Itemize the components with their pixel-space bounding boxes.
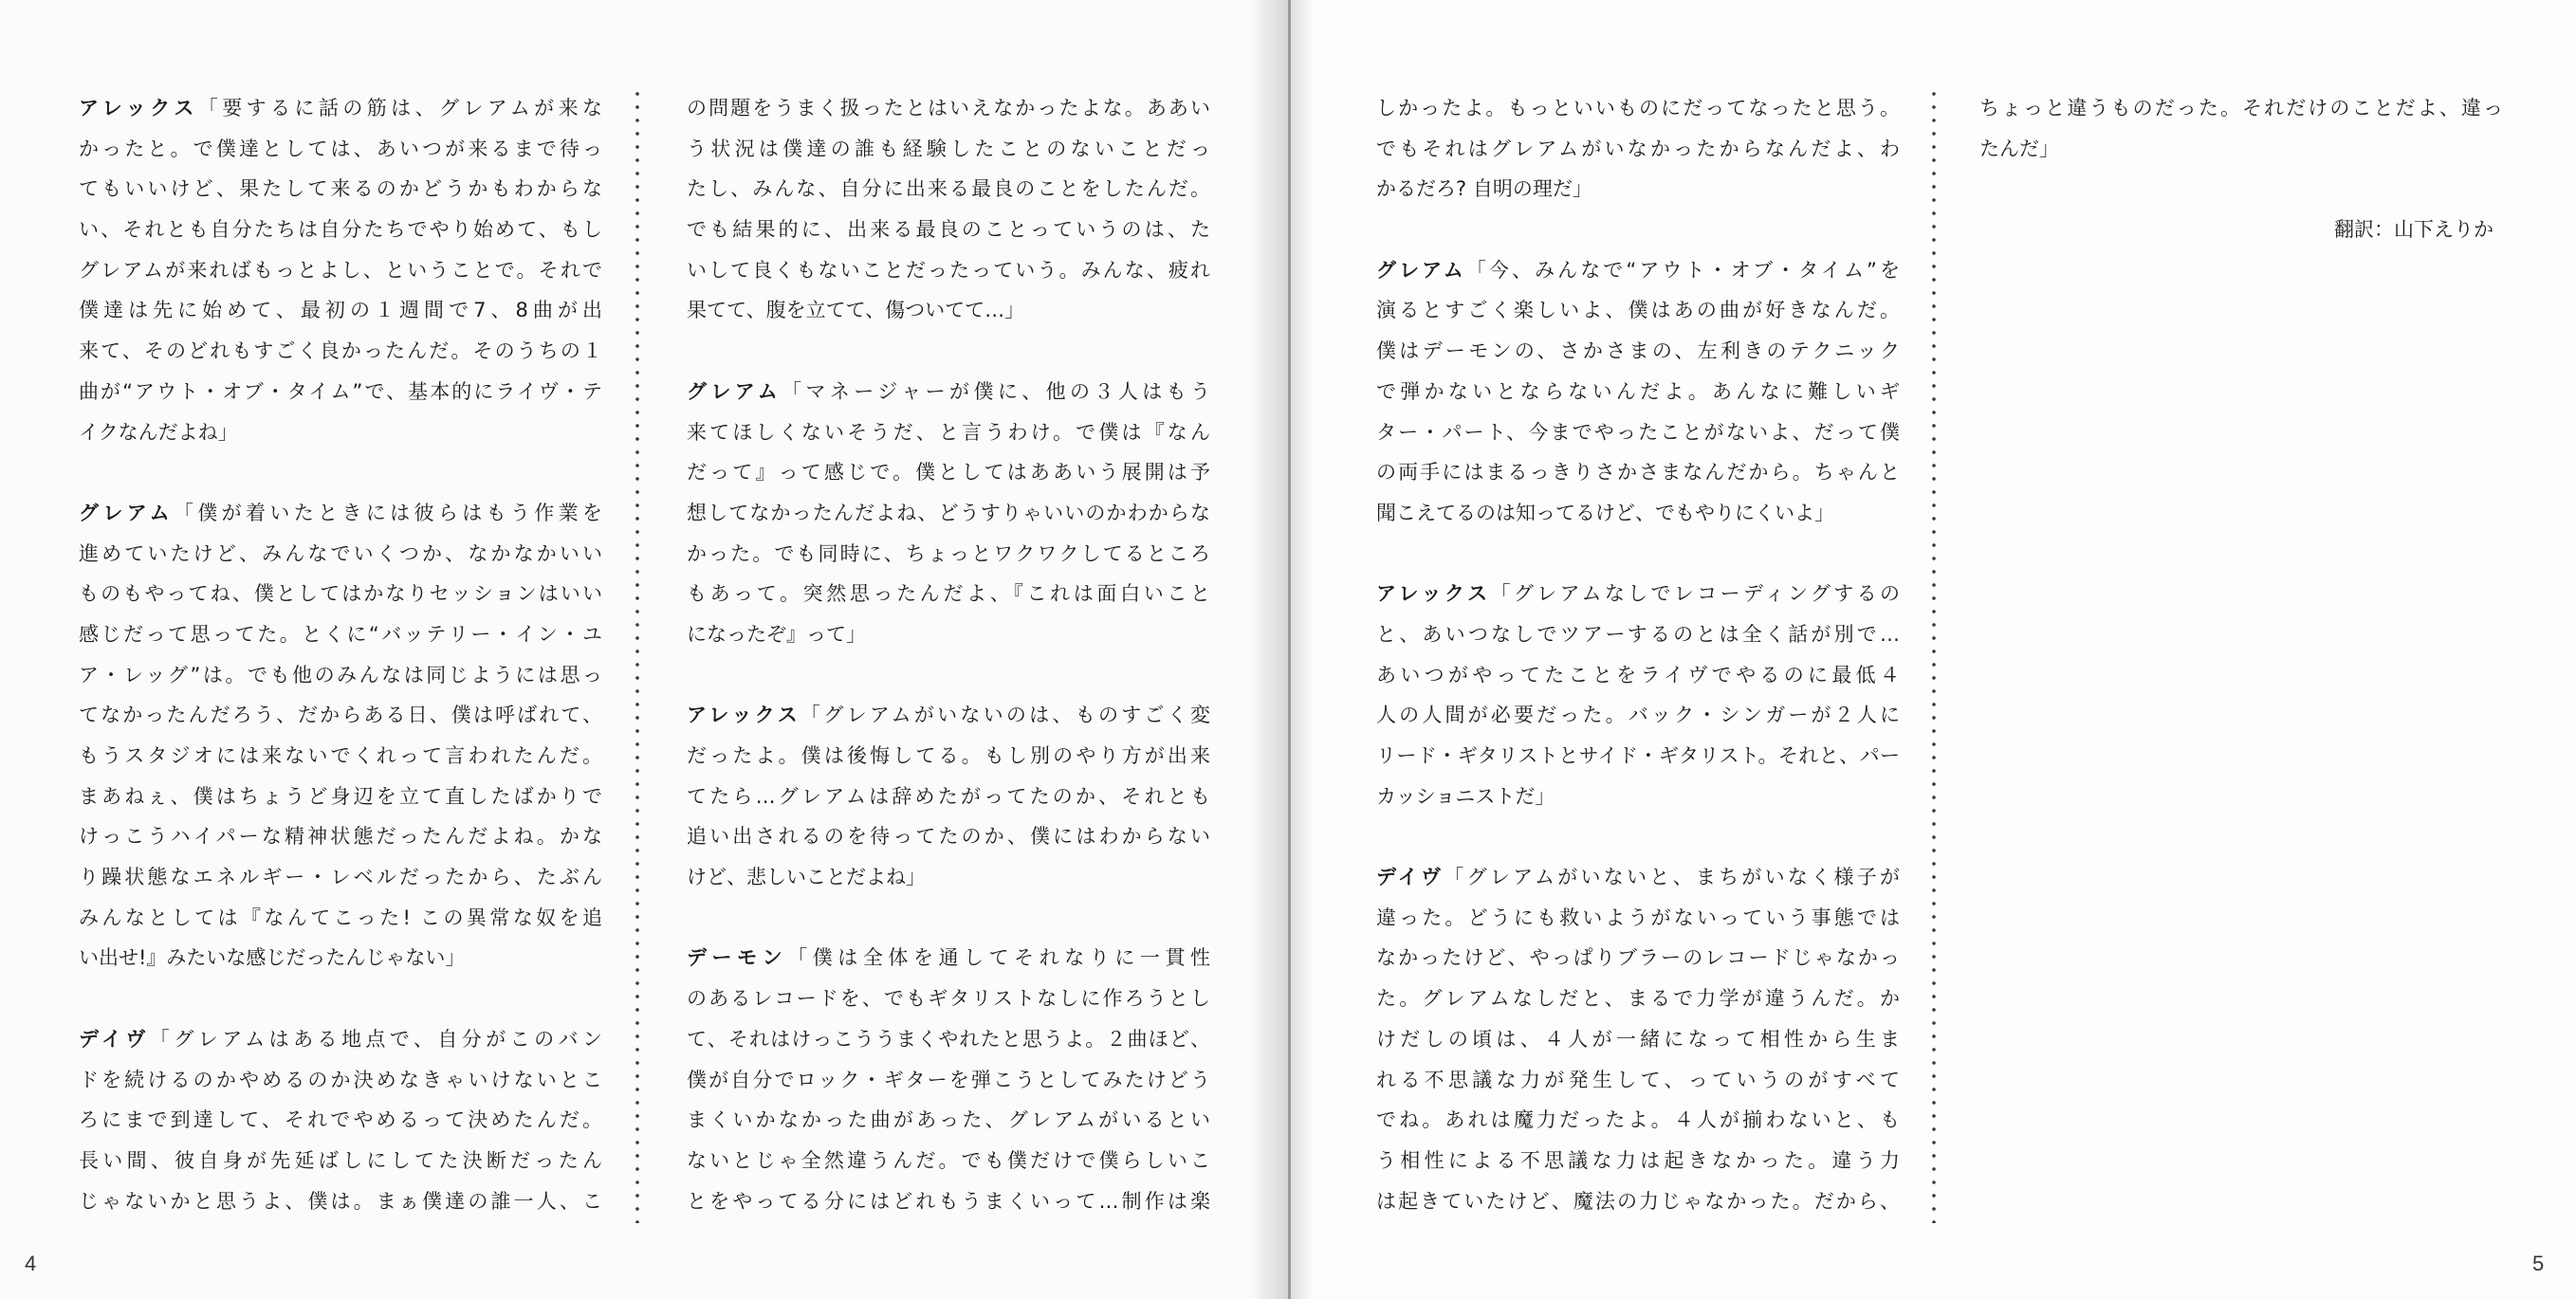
page-fold-shadow [1250, 0, 1290, 1299]
text-line: 来てほしくないそうだ、と言うわけ。で僕は『なん [687, 420, 1210, 444]
text-line: い、それとも自分たちは自分たちでやり始めて、もし [79, 218, 602, 242]
line-text: 「マネージャーが僕に、他の３人はもう [782, 379, 1210, 403]
text-line: まくいかなかった曲があった、グレアムがいるとい [687, 1108, 1210, 1132]
text-line: 曲が“アウト・オブ・タイム”で、基本的にライヴ・テ [79, 379, 602, 403]
text-line: けだしの頃は、４人が一緒になって相性から生ま [1376, 1027, 1900, 1051]
text-line: カッショニストだ」 [1376, 784, 1555, 808]
text-line: たし、みんな、自分に出来る最良のことをしたんだ。 [687, 177, 1210, 201]
text-line: いして良くもないことだったっていう。みんな、疲れ [687, 258, 1210, 282]
text-line: てなかったんだろう、だからある日、僕は呼ばれて、 [79, 704, 602, 727]
text-line: だって』って感じで。僕としてはああいう展開は予 [687, 461, 1210, 485]
text-line: もうスタジオには来ないでくれって言われたんだ。 [79, 744, 602, 767]
speaker-name: グレアム [79, 501, 174, 524]
text-line: 来て、そのどれもすごく良かったんだ。そのうちの１ [79, 339, 602, 363]
text-line: ものもやってね、僕としてはかなりセッションはいい [79, 582, 602, 606]
speaker-name: グレアム [687, 379, 782, 403]
column-divider [1931, 87, 1937, 1223]
text-line: しかったよ。もっといいものにだってなったと思う。 [1376, 97, 1900, 119]
text-line: は起きていたけど、魔法の力じゃなかった。だから、 [1376, 1189, 1900, 1213]
text-line: かった。でも同時に、ちょっとワクワクしてるところ [687, 541, 1210, 565]
quote-paragraph [687, 695, 1210, 897]
text-line: グレアムが来ればもっとよし、ということで。それで [79, 258, 602, 282]
text-line [79, 1019, 602, 1060]
page-fold-shadow [1291, 0, 1314, 1299]
speaker-name: デイヴ [1376, 866, 1444, 889]
text-line: のあるレコードを、でもギタリストなしに作ろうとし [687, 987, 1210, 1011]
text-line: 想してなかったんだよね、どうすりゃいいのかわからな [687, 501, 1210, 524]
column-divider [635, 87, 640, 1223]
line-text: 「要するに話の筋は、グレアムが来な [197, 97, 602, 119]
page-number: 4 [25, 1252, 37, 1275]
line-text: 「グレアムがいないのは、ものすごく変 [800, 704, 1210, 727]
column-2 [687, 88, 1210, 1262]
column-3 [1376, 88, 1900, 1262]
text-line: 演るとすごく楽しいよ、僕はあの曲が好きなんだ。 [1376, 299, 1900, 322]
text-line: ア・レッグ”は。でも他のみんなは同じようには思っ [79, 663, 602, 686]
text-line: みんなとしては『なんてこった! この異常な奴を追 [79, 906, 602, 929]
text-line: イクなんだよね」 [79, 420, 238, 444]
text-line [79, 493, 602, 534]
text-line: なかったけど、やっぱりブラーのレコードじゃなかっ [1376, 946, 1900, 970]
column-1 [79, 88, 602, 1262]
quote-paragraph [687, 938, 1210, 1221]
text-line: かったと。で僕達としては、あいつが来るまで待っ [79, 137, 602, 160]
text-line: と、あいつなしでツアーするのとは全く話が別で… [1376, 622, 1900, 646]
text-line: まあねぇ、僕はちょうど身辺を立て直したばかりで [79, 784, 602, 808]
line-text: 「僕が着いたときには彼らはもう作業を [173, 501, 602, 524]
text-line: けど、悲しいことだよね」 [687, 866, 926, 889]
text-line: 長い間、彼自身が先延ばしにしてた決断だったん [79, 1148, 602, 1172]
line-text: 「グレアムなしでレコーディングするの [1490, 582, 1900, 606]
text-line: でもそれはグレアムがいなかったからなんだよ、わ [1376, 137, 1900, 160]
text-line [1376, 250, 1900, 291]
text-line [79, 88, 602, 129]
text-line: 人の人間が必要だった。バック・シンガーが２人に [1376, 704, 1900, 727]
text-line: 僕はデーモンの、さかさまの、左利きのテクニック [1376, 339, 1900, 363]
text-line: ないとじゃ全然違うんだ。でも僕だけで僕らしいこ [687, 1148, 1210, 1172]
text-line: の両手にはまるっきりさかさまなんだから。ちゃんと [1376, 461, 1900, 485]
text-line: てもいいけど、果たして来るのかどうかもわからな [79, 177, 602, 201]
text-line: の問題をうまく扱ったとはいえなかったよな。ああい [687, 97, 1210, 119]
text-line: でも結果的に、出来る最良のことっていうのは、た [687, 218, 1210, 242]
text-line: じゃないかと思うよ、僕は。まぁ僕達の誰一人、こ [79, 1189, 602, 1213]
text-line: 聞こえてるのは知ってるけど、でもやりにくいよ」 [1376, 501, 1834, 524]
speaker-name: アレックス [687, 704, 801, 727]
text-line: けっこうハイパーな精神状態だったんだよね。かな [79, 825, 602, 849]
speaker-name: アレックス [1376, 582, 1491, 606]
quote-paragraph [687, 88, 1210, 331]
text-line: い出せ!』みたいな感じだったんじゃない」 [79, 946, 466, 970]
text-line: あいつがやってたことをライヴでやるのに最低４ [1376, 663, 1900, 686]
text-line: だったよ。僕は後悔してる。もし別のやり方が出来 [687, 744, 1210, 767]
text-line [687, 695, 1210, 736]
line-text: 「グレアムがいないと、まちがいなく様子が [1444, 866, 1900, 889]
text-line [687, 938, 1210, 979]
text-line: リード・ギタリストとサイド・ギタリスト。それと、パー [1376, 744, 1900, 767]
text-line: 違った。どうにも救いようがないっていう事態では [1376, 906, 1900, 929]
speaker-name: デーモン [687, 946, 788, 970]
quote-paragraph [79, 493, 602, 979]
text-line [1376, 857, 1900, 898]
speaker-name: グレアム [1376, 258, 1466, 282]
line-text: 「僕は全体を通してそれなりに一貫性 [787, 946, 1210, 970]
quote-paragraph [1376, 574, 1900, 816]
page-number: 5 [2532, 1252, 2545, 1275]
speaker-name: デイヴ [79, 1027, 150, 1051]
text-line: ろにまで到達して、それでやめるって決めたんだ。 [79, 1108, 602, 1132]
line-text: 「グレアムはある地点で、自分がこのバン [149, 1027, 602, 1051]
text-line: れる不思議な力が発生して、っていうのがすべて [1376, 1068, 1900, 1091]
text-line: ドを続けるのかやめるのか決めなきゃいけないとこ [79, 1068, 602, 1091]
text-line [1376, 574, 1900, 614]
speaker-name: アレックス [79, 97, 198, 119]
text-line: て、それはけっこううまくやれたと思うよ。２曲ほど、 [687, 1027, 1210, 1051]
text-line: で弾かないとならないんだよ。あんなに難しいギ [1376, 379, 1900, 403]
quote-paragraph [1376, 857, 1900, 1221]
text-line: 果てて、腹を立てて、傷ついてて…」 [687, 299, 1025, 322]
text-line: かるだろ? 自明の理だ」 [1376, 177, 1592, 201]
text-line: ちょっと違うものだった。それだけのことだよ、違っ [1979, 97, 2503, 119]
text-line: になったぞ』って」 [687, 622, 866, 646]
text-line: う状況は僕達の誰も経験したことのないことだっ [687, 137, 1210, 160]
text-line: とをやってる分にはどれもうまくいって…制作は楽 [687, 1189, 1210, 1213]
quote-paragraph [1979, 88, 2503, 169]
quote-paragraph [1376, 88, 1900, 210]
text-line: り躁状態なエネルギー・レベルだったから、たぶん [79, 866, 602, 889]
text-line: 僕が自分でロック・ギターを弾こうとしてみたけどう [687, 1068, 1210, 1091]
quote-paragraph [1376, 250, 1900, 534]
translator-credit: 翻訳：山下えりか [2334, 218, 2493, 242]
text-line [687, 372, 1210, 412]
text-line: 進めていたけど、みんなでいくつか、なかなかいい [79, 541, 602, 565]
text-line: 追い出されるのを待ってたのか、僕にはわからない [687, 825, 1210, 849]
text-line: た。グレアムなしだと、まるで力学が違うんだ。か [1376, 987, 1900, 1011]
text-line: てたら…グレアムは辞めたがってたのか、それとも [687, 784, 1210, 808]
quote-paragraph [79, 1019, 602, 1221]
text-line: う相性による不思議な力は起きなかった。違う力 [1376, 1148, 1900, 1172]
text-line: 感じだって思ってた。とくに“バッテリー・イン・ユ [79, 622, 602, 646]
text-line: でね。あれは魔力だったよ。４人が揃わないと、も [1376, 1108, 1900, 1132]
text-line: もあって。突然思ったんだよ、『これは面白いこと [687, 582, 1210, 606]
column-4 [1979, 88, 2503, 250]
text-line: ター・パート、今までやったことがないよ、だって僕 [1376, 420, 1900, 444]
line-text: 「今、みんなで“アウト・オブ・タイム”を [1465, 258, 1900, 282]
quote-paragraph [687, 372, 1210, 655]
text-line: たんだ」 [1979, 137, 2059, 160]
text-line: 僕達は先に始めて、最初の１週間で7、8曲が出 [79, 299, 602, 322]
quote-paragraph [79, 88, 602, 452]
